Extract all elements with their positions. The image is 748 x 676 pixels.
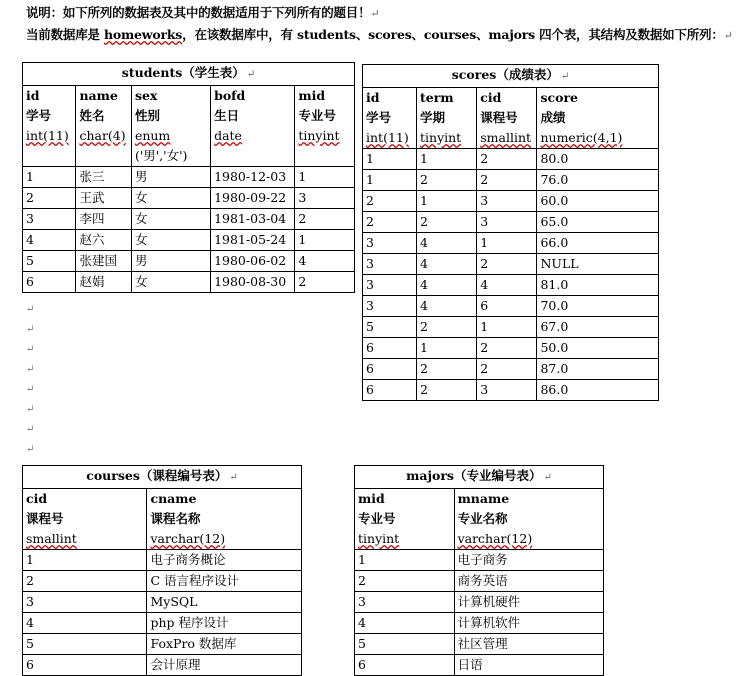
intro-line-1: 说明：如下所列的数据表及其中的数据适用于下列所有的题目！↵: [26, 5, 380, 20]
students-table: [22, 62, 355, 293]
column-type: date: [214, 128, 242, 143]
table-cell: 3: [23, 209, 76, 230]
table-cell: 4: [355, 613, 455, 634]
column-header: [363, 88, 417, 149]
column-type: varchar(12): [150, 531, 226, 546]
table-cell: 4: [295, 251, 355, 272]
table-cell: 男: [131, 167, 210, 188]
column-type: tinyint: [298, 128, 340, 143]
column-type: varchar(12): [457, 531, 533, 546]
table-cell: 王武: [76, 188, 132, 209]
column-cn: 专业名称: [457, 511, 508, 526]
column-cn: 学号: [366, 110, 392, 125]
column-extra: ('男','女'): [134, 148, 188, 163]
paragraph-mark: ↵: [26, 404, 35, 415]
table-cell: 66.0: [537, 233, 659, 254]
table-cell: 2: [363, 191, 417, 212]
table-cell: 4: [417, 275, 477, 296]
table-cell: 计算机硬件: [454, 592, 603, 613]
column-cn: 专业号: [358, 511, 396, 526]
column-type: enum: [134, 128, 171, 143]
paragraph-mark: ↵: [26, 344, 35, 355]
table-cell: 赵娟: [76, 272, 132, 293]
table-cell: 3: [477, 191, 537, 212]
table-cell: 2: [417, 380, 477, 401]
table-cell: 6: [477, 296, 537, 317]
table-cell: 2: [477, 359, 537, 380]
column-header: [23, 86, 76, 167]
table-row: [363, 233, 659, 254]
students-header-row: [23, 86, 355, 167]
table-cell: 1: [363, 170, 417, 191]
table-row: [23, 188, 355, 209]
database-name: homeworks: [103, 27, 183, 42]
column-header: [76, 86, 132, 167]
table-cell: 5: [363, 317, 417, 338]
table-cell: 1: [295, 230, 355, 251]
table-cell: 80.0: [537, 149, 659, 170]
table-cell: 张三: [76, 167, 132, 188]
column-header: [417, 88, 477, 149]
table-cell: 女: [131, 188, 210, 209]
table-row: [23, 613, 302, 634]
table-cell: 1: [417, 191, 477, 212]
scores-header-row: [363, 88, 659, 149]
table-cell: 3: [23, 592, 147, 613]
table-cell: 5: [355, 634, 455, 655]
table-cell: 3: [363, 233, 417, 254]
table-cell: 会计原理: [147, 655, 302, 676]
table-cell: 4: [23, 230, 76, 251]
table-cell: 2: [477, 338, 537, 359]
table-row: [363, 296, 659, 317]
column-header: [131, 86, 210, 167]
table-cell: 1980-09-22: [211, 188, 295, 209]
table-cell: 81.0: [537, 275, 659, 296]
table-row: [355, 571, 604, 592]
table-cell: 2: [363, 212, 417, 233]
column-cn: 成绩: [540, 110, 566, 125]
table-cell: 1980-06-02: [211, 251, 295, 272]
table-cell: 76.0: [537, 170, 659, 191]
column-type: int(11): [26, 128, 69, 143]
scores-table: [362, 64, 659, 401]
column-name: score: [540, 90, 578, 105]
column-cn: 生日: [214, 108, 240, 123]
column-name: id: [26, 88, 40, 103]
table-cell: 1981-05-24: [211, 230, 295, 251]
table-cell: 李四: [76, 209, 132, 230]
column-name: mname: [457, 491, 510, 506]
table-title-text: students（学生表）: [121, 65, 245, 80]
column-cn: 学号: [26, 108, 52, 123]
column-type: smallint: [480, 130, 532, 145]
column-cn: 课程名称: [150, 511, 201, 526]
table-cell: 3: [363, 296, 417, 317]
table-cell: 电子商务: [454, 550, 603, 571]
column-name: mid: [358, 491, 385, 506]
table-cell: 2: [477, 149, 537, 170]
table-row: [363, 149, 659, 170]
table-row: [355, 592, 604, 613]
table-cell: 60.0: [537, 191, 659, 212]
table-cell: 1: [477, 233, 537, 254]
table-row: [363, 317, 659, 338]
paragraph-mark: ↵: [229, 472, 238, 483]
table-cell: C 语言程序设计: [147, 571, 302, 592]
table-row: [363, 359, 659, 380]
table-cell: MySQL: [147, 592, 302, 613]
table-row: [23, 571, 302, 592]
table-cell: 3: [363, 275, 417, 296]
column-header: [454, 489, 603, 550]
column-cn: 学期: [420, 110, 446, 125]
column-cn: 性别: [134, 108, 160, 123]
table-cell: 3: [477, 380, 537, 401]
column-cn: 姓名: [79, 108, 105, 123]
column-name: bofd: [214, 88, 246, 103]
column-cn: 专业号: [298, 108, 336, 123]
table-row: [23, 592, 302, 613]
scores-title: [363, 65, 659, 88]
table-cell: 6: [23, 655, 147, 676]
table-cell: 赵六: [76, 230, 132, 251]
table-cell: 张建国: [76, 251, 132, 272]
table-title-text: courses（课程编号表）: [86, 468, 228, 483]
table-cell: 6: [363, 338, 417, 359]
paragraph-mark: ↵: [560, 71, 570, 82]
table-cell: 87.0: [537, 359, 659, 380]
paragraph-mark: ↵: [26, 424, 35, 435]
table-row: [23, 634, 302, 655]
courses-header-row: [23, 489, 302, 550]
table-cell: 女: [131, 230, 210, 251]
table-row: [363, 338, 659, 359]
table-row: [363, 170, 659, 191]
paragraph-mark: ↵: [246, 69, 256, 80]
majors-title-row: [355, 466, 604, 489]
table-cell: 3: [355, 592, 455, 613]
table-cell: 4: [417, 233, 477, 254]
table-title-text: majors（专业编号表）: [406, 468, 542, 483]
majors-table: [354, 465, 604, 676]
table-row: [363, 275, 659, 296]
paragraph-mark: ↵: [543, 472, 552, 483]
table-cell: 1981-03-04: [211, 209, 295, 230]
majors-header-row: [355, 489, 604, 550]
table-cell: 计算机软件: [454, 613, 603, 634]
table-cell: 1: [23, 167, 76, 188]
table-cell: 6: [363, 359, 417, 380]
table-cell: 67.0: [537, 317, 659, 338]
column-cn: 课程号: [480, 110, 518, 125]
column-name: cid: [26, 491, 48, 506]
table-row: [355, 550, 604, 571]
table-cell: 5: [23, 634, 147, 655]
paragraph-mark: ↵: [370, 7, 380, 20]
table-cell: 3: [477, 212, 537, 233]
table-cell: 4: [477, 275, 537, 296]
column-type: char(4): [79, 128, 126, 143]
table-row: [23, 272, 355, 293]
table-cell: 1: [363, 149, 417, 170]
paragraph-mark: ↵: [26, 304, 35, 315]
column-name: sex: [134, 88, 158, 103]
table-cell: 3: [363, 254, 417, 275]
scores-title-row: [363, 65, 659, 88]
table-cell: 2: [417, 359, 477, 380]
table-cell: 2: [417, 212, 477, 233]
intro-line-2: 当前数据库是 homeworks，在该数据库中，有 students、scores、courses、majors 四个表，其结构及数据如下所列：↵: [26, 27, 733, 42]
table-cell: 电子商务概论: [147, 550, 302, 571]
column-header: [211, 86, 295, 167]
table-cell: 6: [355, 655, 455, 676]
table-cell: 1980-12-03: [211, 167, 295, 188]
column-type: smallint: [26, 531, 77, 546]
empty-paragraphs: [26, 300, 34, 460]
table-cell: 1: [355, 550, 455, 571]
table-cell: 日语: [454, 655, 603, 676]
column-name: mid: [298, 88, 326, 103]
table-cell: 1: [23, 550, 147, 571]
paragraph-mark: ↵: [26, 324, 35, 335]
table-cell: 商务英语: [454, 571, 603, 592]
table-cell: 2: [23, 571, 147, 592]
column-type: int(11): [366, 130, 409, 145]
table-cell: 2: [417, 170, 477, 191]
table-row: [355, 613, 604, 634]
table-row: [363, 380, 659, 401]
column-type: numeric(4,1): [540, 130, 623, 145]
table-cell: 50.0: [537, 338, 659, 359]
table-cell: 1980-08-30: [211, 272, 295, 293]
table-row: [23, 167, 355, 188]
table-row: [355, 634, 604, 655]
table-cell: 女: [131, 272, 210, 293]
table-row: [23, 550, 302, 571]
table-cell: 1: [417, 149, 477, 170]
table-row: [23, 251, 355, 272]
table-cell: 社区管理: [454, 634, 603, 655]
column-name: cid: [480, 90, 502, 105]
table-cell: 6: [23, 272, 76, 293]
table-cell: 4: [23, 613, 147, 634]
table-row: [23, 209, 355, 230]
column-header: [147, 489, 302, 550]
column-type: tinyint: [358, 531, 400, 546]
paragraph-mark: ↵: [26, 444, 35, 455]
table-row: [23, 230, 355, 251]
table-cell: NULL: [537, 254, 659, 275]
table-cell: 1: [295, 167, 355, 188]
table-row: [23, 655, 302, 676]
table-cell: 男: [131, 251, 210, 272]
students-title-row: [23, 63, 355, 86]
column-name: cname: [150, 491, 197, 506]
courses-title-row: [23, 466, 302, 489]
courses-title: [23, 466, 302, 489]
column-header: [355, 489, 455, 550]
column-header: [537, 88, 659, 149]
table-cell: php 程序设计: [147, 613, 302, 634]
table-cell: 65.0: [537, 212, 659, 233]
paragraph-mark: ↵: [26, 364, 35, 375]
column-type: tinyint: [420, 130, 462, 145]
table-cell: FoxPro 数据库: [147, 634, 302, 655]
table-cell: 4: [417, 296, 477, 317]
column-header: [23, 489, 147, 550]
table-cell: 1: [417, 338, 477, 359]
table-cell: 6: [363, 380, 417, 401]
table-cell: 70.0: [537, 296, 659, 317]
courses-table: [22, 465, 302, 676]
table-row: [363, 212, 659, 233]
table-title-text: scores（成绩表）: [451, 67, 559, 82]
column-header: [477, 88, 537, 149]
table-row: [363, 254, 659, 275]
table-cell: 1: [477, 317, 537, 338]
column-cn: 课程号: [26, 511, 64, 526]
majors-title: [355, 466, 604, 489]
students-title: [23, 63, 355, 86]
table-cell: 2: [295, 209, 355, 230]
column-header: [295, 86, 355, 167]
table-row: [355, 655, 604, 676]
table-cell: 2: [477, 170, 537, 191]
paragraph-mark: ↵: [26, 384, 35, 395]
table-cell: 2: [355, 571, 455, 592]
column-name: name: [79, 88, 118, 103]
table-cell: 2: [295, 272, 355, 293]
table-cell: 2: [417, 317, 477, 338]
table-cell: 女: [131, 209, 210, 230]
table-cell: 5: [23, 251, 76, 272]
table-cell: 2: [477, 254, 537, 275]
table-cell: 86.0: [537, 380, 659, 401]
table-row: [363, 191, 659, 212]
column-name: id: [366, 90, 380, 105]
table-cell: 2: [23, 188, 76, 209]
table-cell: 3: [295, 188, 355, 209]
column-name: term: [420, 90, 454, 105]
table-cell: 4: [417, 254, 477, 275]
